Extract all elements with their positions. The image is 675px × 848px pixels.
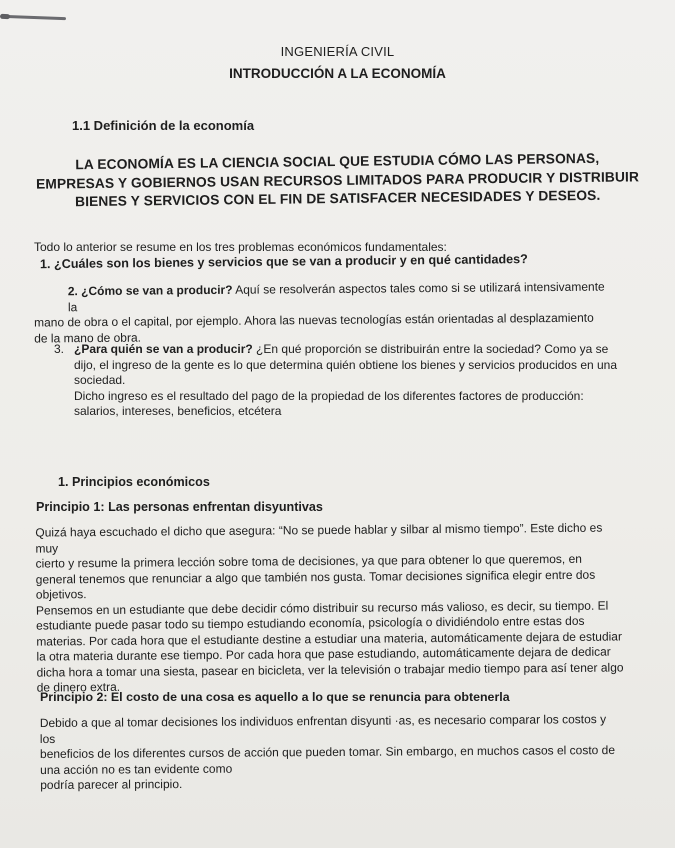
paragraph-line: Debido a que al tomar decisiones los individuos enfrentan disyunti ·as, es necesario comparar los costos y los: [39, 712, 607, 746]
paragraph-line: beneficios de los diferentes cursos de acción que pueden tomar. Sin embargo, en muchos casos el costo de: [39, 743, 616, 762]
paragraph-line: una acción no es tan evidente como: [40, 761, 233, 777]
definition-line: BIENES Y SERVICIOS CON EL FIN DE SATISFACER NECESIDADES Y DESEOS.: [74, 187, 601, 210]
paragraph-line: la otra materia durante ese tiempo. Por cada hora que pase estudiando, automáticamente dejara de dedicar: [36, 644, 611, 664]
definition-line: EMPRESAS Y GOBIERNOS USAN RECURSOS LIMITADOS PARA PRODUCIR Y DISTRIBUIR: [35, 168, 640, 192]
question-3-text: dijo, el ingreso de la gente es lo que determina quién obtiene los bienes y servicios producidos en una: [74, 357, 618, 372]
career-title: INGENIERÍA CIVIL: [280, 44, 395, 59]
paragraph-line: estudiante puede pasar todo su tiempo estudiando economía, psicología o dividiéndolo entre estas dos: [36, 613, 585, 633]
definition-line: LA ECONOMÍA ES LA CIENCIA SOCIAL QUE ESTUDIA CÓMO LAS PERSONAS,: [75, 150, 600, 173]
paragraph-line: de dinero extra.: [36, 679, 121, 695]
question-2-text: de la mano de obra.: [34, 330, 142, 346]
question-1: 1. ¿Cuáles son los bienes y servicios que se van a producir y en qué cantidades?: [39, 252, 528, 272]
economy-definition: [30, 149, 646, 212]
paragraph-line: podría parecer al principio.: [40, 777, 183, 793]
question-2-lead: 2. ¿Cómo se van a producir?: [67, 282, 233, 299]
section-definition-heading: 1.1 Definición de la economía: [72, 118, 255, 133]
paragraph-line: dicha hora a tomar una siesta, pasear en bicicleta, ver la televisión o trabajar medio tiempo para así tener algo: [36, 659, 624, 680]
question-3-text: sociedad.: [74, 373, 126, 387]
paragraph-line: Quizá haya escuchado el dicho que asegura: “No se puede hablar y silbar al mismo tiempo”. Este dicho es muy: [35, 520, 603, 556]
principle-1-body: [35, 520, 626, 696]
paragraph-line: general tenemos que renunciar a algo que también nos gusta. Tomar decisiones significa elegir entre dos: [35, 567, 596, 587]
question-3-text: ¿En qué proporción se distribuirán entre la sociedad? Como ya se: [252, 342, 609, 356]
pen-mark: [2, 15, 66, 20]
question-3: [40, 342, 620, 420]
principle-2-body: [40, 712, 621, 794]
course-title: INTRODUCCIÓN A LA ECONOMÍA: [229, 66, 446, 81]
question-3-number: 3.: [54, 342, 65, 356]
principle-2-heading: Principio 2: El costo de una cosa es aquello a lo que se renuncia para obtenerla: [40, 690, 510, 704]
problems-intro: Todo lo anterior se resume en los tres problemas económicos fundamentales:: [34, 240, 447, 254]
section-principles-heading: 1. Principios económicos: [58, 475, 210, 489]
paragraph-line: cierto y resume la primera lección sobre toma de decisiones, ya que para obtener lo que queremos, en: [35, 551, 582, 571]
paragraph-line: objetivos.: [35, 587, 87, 602]
question-2-text: Aquí se resolverán aspectos tales como si se utilizará intensivamente la: [67, 279, 605, 314]
question-3-lead: ¿Para quién se van a producir?: [74, 342, 253, 356]
question-3-text: salarios, intereses, beneficios, etcétera: [74, 404, 282, 418]
paragraph-line: Pensemos en un estudiante que debe decidir cómo distribuir su recurso más valioso, es decir, su tiempo. El: [35, 598, 609, 618]
paragraph-line: materias. Por cada hora que el estudiante destine a estudiar una materia, automáticamente dejara de estudiar: [36, 628, 623, 649]
question-3-text: Dicho ingreso es el resultado del pago de la propiedad de los diferentes factores de producción:: [74, 388, 584, 403]
question-2-text: mano de obra o el capital, por ejemplo. Ahora las nuevas tecnologías están orientadas al desplazamiento: [34, 310, 594, 330]
question-2: [34, 279, 615, 346]
principle-1-heading: Principio 1: Las personas enfrentan disyuntivas: [36, 500, 323, 514]
